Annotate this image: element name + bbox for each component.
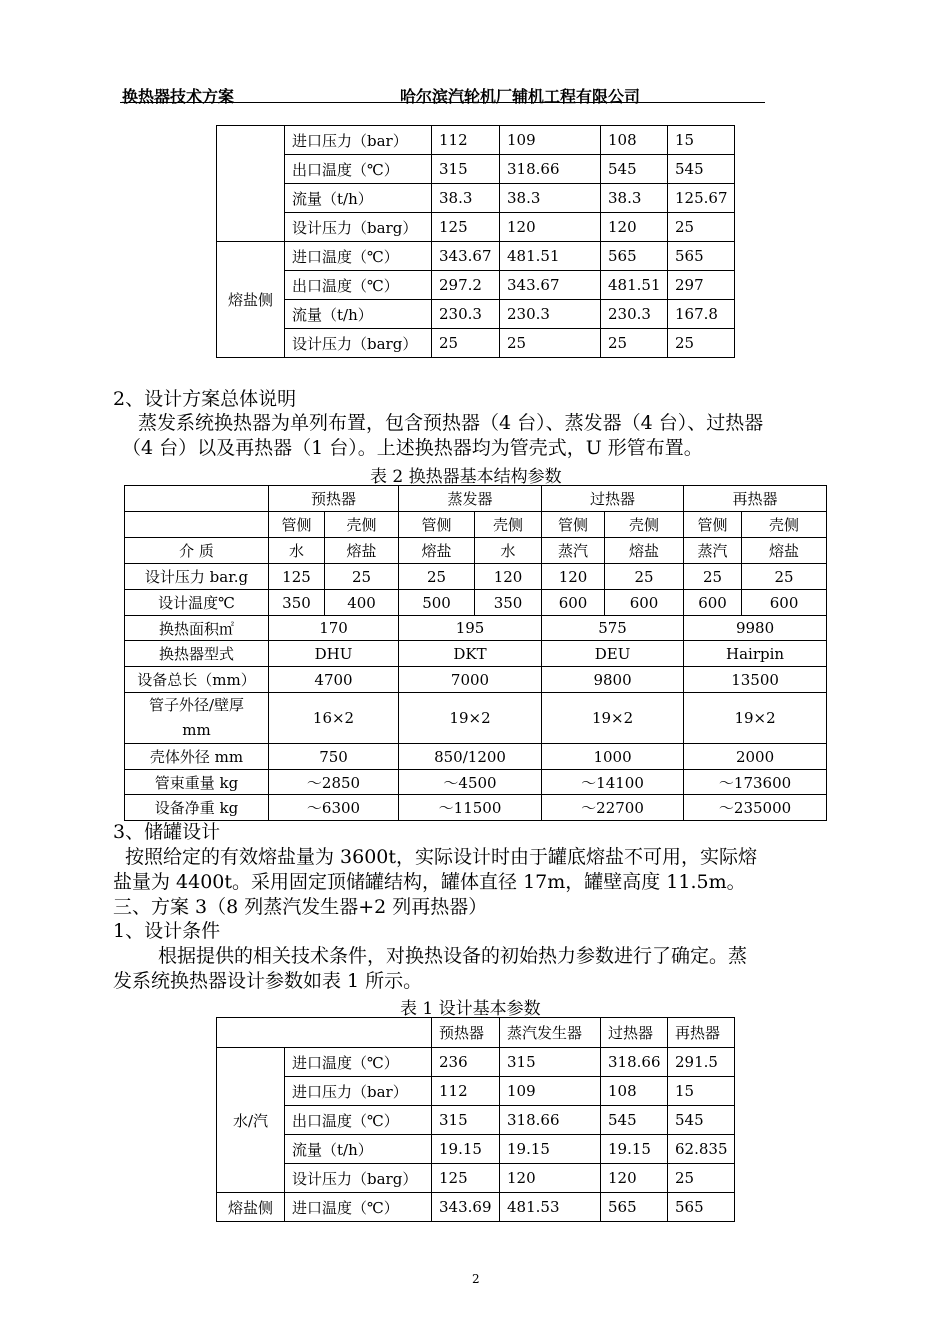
table-cell: 13500 [684, 667, 827, 693]
table-cell: 318.66 [500, 155, 601, 184]
table-cell: 25 [668, 329, 735, 358]
table-cell: 流量（t/h） [285, 1135, 432, 1164]
row-label: 壳体外径 mm [125, 744, 269, 770]
table-cell: 343.67 [500, 271, 601, 300]
table-cell: 565 [668, 1193, 735, 1222]
table-cell: 350 [269, 590, 325, 616]
table-cell: 600 [542, 590, 605, 616]
table-cell: Hairpin [684, 641, 827, 667]
table-cell: 109 [500, 126, 601, 155]
table-cell: 120 [542, 564, 605, 590]
table-cell: 112 [432, 126, 500, 155]
table-cell: 315 [500, 1048, 601, 1077]
group-label-salt-side: 熔盐侧 [217, 242, 285, 358]
table-cell: 545 [601, 155, 668, 184]
table-cell: 291.5 [668, 1048, 735, 1077]
table-row [217, 1135, 735, 1164]
table-cell: 565 [601, 242, 668, 271]
table-cell: 设计压力（barg） [285, 213, 432, 242]
table-row [217, 213, 735, 242]
table-cell: 管侧 [542, 512, 605, 538]
table-cell: 25 [668, 1164, 735, 1193]
table-cell: 230.3 [432, 300, 500, 329]
section-3-paragraph-line-1: 按照给定的有效熔盐量为 3600t，实际设计时由于罐底熔盐不可用，实际熔 [125, 846, 758, 868]
section-3-heading: 3、储罐设计 [113, 821, 221, 843]
row-label: 设备净重 kg [125, 795, 269, 821]
table-cell: ～22700 [542, 795, 684, 821]
row-label: 设备总长（mm） [125, 667, 269, 693]
table-cell [217, 1018, 432, 1048]
column-header-evaporator: 蒸发器 [399, 486, 542, 512]
table-cell: 600 [684, 590, 742, 616]
table-cell: 600 [605, 590, 684, 616]
table-2-caption: 表 2 换热器基本结构参数 [370, 467, 562, 487]
table-row [125, 538, 827, 564]
table-cell: 熔盐 [399, 538, 475, 564]
row-label: 设计温度℃ [125, 590, 269, 616]
table-row [217, 126, 735, 155]
column-header-reheater: 再热器 [668, 1018, 735, 1048]
table-cell: 进口温度（℃） [285, 1048, 432, 1077]
column-header-preheater: 预热器 [269, 486, 399, 512]
table-cell: 15 [668, 126, 735, 155]
table-cell: 出口温度（℃） [285, 271, 432, 300]
table-cell: 熔盐 [325, 538, 399, 564]
table-row [217, 1106, 735, 1135]
table-cell: 流量（t/h） [285, 184, 432, 213]
row-label: 管束重量 kg [125, 770, 269, 795]
table-cell: 167.8 [668, 300, 735, 329]
table-cell: 170 [269, 616, 399, 641]
table-cell: 120 [601, 1164, 668, 1193]
table-cell: 230.3 [500, 300, 601, 329]
plan-3-heading: 三、方案 3（8 列蒸汽发生器+2 列再热器） [113, 896, 488, 918]
table-row [217, 271, 735, 300]
row-label [125, 693, 269, 744]
table-cell: 545 [601, 1106, 668, 1135]
table-cell: 297 [668, 271, 735, 300]
plan-3-paragraph-line-2: 发系统换热器设计参数如表 1 所示。 [113, 970, 423, 992]
table-cell: 545 [668, 155, 735, 184]
table-cell: ～173600 [684, 770, 827, 795]
table-cell: ～6300 [269, 795, 399, 821]
table-cell: ～14100 [542, 770, 684, 795]
table-cell: 19×2 [684, 693, 827, 744]
table-cell: 120 [500, 213, 601, 242]
table-cell: 400 [325, 590, 399, 616]
table-cell: 壳侧 [605, 512, 684, 538]
table-cell: 125 [432, 1164, 500, 1193]
table-cell: 297.2 [432, 271, 500, 300]
page-number: 2 [472, 1272, 480, 1286]
table-cell: 2000 [684, 744, 827, 770]
table-cell: 108 [601, 126, 668, 155]
table-row [217, 1164, 735, 1193]
table-cell: 750 [269, 744, 399, 770]
table-cell: 25 [605, 564, 684, 590]
table-cell: 设计压力（barg） [285, 1164, 432, 1193]
table-row [125, 641, 827, 667]
row-label: 介 质 [125, 538, 269, 564]
group-label-salt-side: 熔盐侧 [217, 1193, 285, 1222]
table-row [125, 667, 827, 693]
table-cell: DKT [399, 641, 542, 667]
table-cell: 19.15 [432, 1135, 500, 1164]
section-3-paragraph-line-2: 盐量为 4400t。采用固定顶储罐结构，罐体直径 17m，罐壁高度 11.5m。 [113, 871, 746, 893]
table-cell: 62.835 [668, 1135, 735, 1164]
header-company-name: 哈尔滨汽轮机厂辅机工程有限公司 [400, 87, 641, 106]
section-2-paragraph-line-1: 蒸发系统换热器为单列布置，包含预热器（4 台）、蒸发器（4 台）、过热器 [138, 412, 764, 434]
row-label: 换热面积㎡ [125, 616, 269, 641]
table-cell: ～4500 [399, 770, 542, 795]
table-row [217, 1048, 735, 1077]
table-cell: ～11500 [399, 795, 542, 821]
table-row [217, 1193, 735, 1222]
table-top-continued [216, 125, 735, 358]
table-cell: 109 [500, 1077, 601, 1106]
table-cell: 850/1200 [399, 744, 542, 770]
table-cell: 蒸汽 [684, 538, 742, 564]
column-header-steam-generator: 蒸汽发生器 [500, 1018, 601, 1048]
table-cell: 120 [601, 213, 668, 242]
table-cell [217, 126, 285, 242]
row-label: 换热器型式 [125, 641, 269, 667]
table-cell: 出口温度（℃） [285, 1106, 432, 1135]
table-cell: 38.3 [432, 184, 500, 213]
table-row [217, 242, 735, 271]
table-cell: 1000 [542, 744, 684, 770]
table-row [125, 744, 827, 770]
table-row [125, 770, 827, 795]
table-cell: 9980 [684, 616, 827, 641]
table-cell: 38.3 [601, 184, 668, 213]
table-row [217, 1077, 735, 1106]
table-cell: DHU [269, 641, 399, 667]
column-header-preheater: 预热器 [432, 1018, 500, 1048]
table-2-structure-params [124, 485, 827, 821]
table-cell: 熔盐 [742, 538, 827, 564]
table-cell: 108 [601, 1077, 668, 1106]
table-cell: 9800 [542, 667, 684, 693]
row-label-line-2: mm [182, 721, 211, 739]
table-cell: 设计压力（barg） [285, 329, 432, 358]
table-cell: 318.66 [601, 1048, 668, 1077]
table-cell: 25 [325, 564, 399, 590]
table-cell: 481.53 [500, 1193, 601, 1222]
table-cell: 25 [399, 564, 475, 590]
table-cell: 进口温度（℃） [285, 1193, 432, 1222]
table-cell: ～235000 [684, 795, 827, 821]
table-cell: 125 [432, 213, 500, 242]
table-cell: 19×2 [399, 693, 542, 744]
table-row [125, 795, 827, 821]
table-1-caption: 表 1 设计基本参数 [400, 999, 541, 1019]
table-cell [125, 512, 269, 538]
column-header-superheater: 过热器 [601, 1018, 668, 1048]
table-cell: 545 [668, 1106, 735, 1135]
table-cell: 565 [601, 1193, 668, 1222]
table-cell: 进口压力（bar） [285, 1077, 432, 1106]
column-header-superheater: 过热器 [542, 486, 684, 512]
column-header-reheater: 再热器 [684, 486, 827, 512]
table-cell: 230.3 [601, 300, 668, 329]
row-label: 设计压力 bar.g [125, 564, 269, 590]
table-cell: 575 [542, 616, 684, 641]
table-cell: 120 [475, 564, 542, 590]
table-cell: 565 [668, 242, 735, 271]
table-row [125, 693, 827, 744]
table-cell: 25 [601, 329, 668, 358]
table-row [125, 512, 827, 538]
table-cell: 19×2 [542, 693, 684, 744]
table-cell: ～2850 [269, 770, 399, 795]
table-cell: 195 [399, 616, 542, 641]
table-cell: 水 [269, 538, 325, 564]
table-cell: 7000 [399, 667, 542, 693]
table-cell: 16×2 [269, 693, 399, 744]
table-cell: 350 [475, 590, 542, 616]
table-cell: 600 [742, 590, 827, 616]
table-row [217, 155, 735, 184]
table-row [217, 329, 735, 358]
row-label-line-1: 管子外径/壁厚 [148, 696, 245, 714]
table-cell: 进口温度（℃） [285, 242, 432, 271]
table-cell: 水 [475, 538, 542, 564]
table-cell: 壳侧 [325, 512, 399, 538]
table-1-design-params [216, 1017, 735, 1222]
header-doc-title: 换热器技术方案 [122, 87, 235, 106]
table-cell: 管侧 [269, 512, 325, 538]
table-cell: 19.15 [500, 1135, 601, 1164]
table-cell: 318.66 [500, 1106, 601, 1135]
table-row [217, 1018, 735, 1048]
table-row [125, 616, 827, 641]
plan-3-subheading: 1、设计条件 [113, 920, 221, 942]
table-cell: 481.51 [500, 242, 601, 271]
table-cell: 38.3 [500, 184, 601, 213]
table-cell: 管侧 [684, 512, 742, 538]
table-cell: 25 [500, 329, 601, 358]
section-2-paragraph-line-2: （4 台）以及再热器（1 台）。上述换热器均为管壳式，U 形管布置。 [122, 437, 703, 459]
table-cell: 500 [399, 590, 475, 616]
table-cell: 15 [668, 1077, 735, 1106]
table-cell: 25 [684, 564, 742, 590]
table-cell: 125 [269, 564, 325, 590]
table-cell: 25 [668, 213, 735, 242]
table-cell [125, 486, 269, 512]
table-cell: 蒸汽 [542, 538, 605, 564]
table-row [125, 564, 827, 590]
table-cell: 19.15 [601, 1135, 668, 1164]
table-cell: 315 [432, 155, 500, 184]
table-cell: 343.69 [432, 1193, 500, 1222]
table-cell: 熔盐 [605, 538, 684, 564]
table-row [217, 184, 735, 213]
header-rule [120, 102, 765, 103]
table-cell: 4700 [269, 667, 399, 693]
table-cell: 481.51 [601, 271, 668, 300]
table-cell: 112 [432, 1077, 500, 1106]
table-cell: 壳侧 [475, 512, 542, 538]
table-cell: 236 [432, 1048, 500, 1077]
table-cell: 流量（t/h） [285, 300, 432, 329]
plan-3-paragraph-line-1: 根据提供的相关技术条件，对换热设备的初始热力参数进行了确定。蒸 [158, 945, 748, 967]
table-cell: 25 [742, 564, 827, 590]
group-label-water-steam: 水/汽 [217, 1048, 285, 1193]
table-cell: DEU [542, 641, 684, 667]
table-cell: 进口压力（bar） [285, 126, 432, 155]
table-cell: 管侧 [399, 512, 475, 538]
table-cell: 315 [432, 1106, 500, 1135]
table-cell: 343.67 [432, 242, 500, 271]
section-2-heading: 2、设计方案总体说明 [113, 388, 297, 410]
table-row [125, 590, 827, 616]
table-cell: 25 [432, 329, 500, 358]
table-row [217, 300, 735, 329]
table-cell: 120 [500, 1164, 601, 1193]
table-cell: 出口温度（℃） [285, 155, 432, 184]
table-cell: 125.67 [668, 184, 735, 213]
table-row [125, 486, 827, 512]
table-cell: 壳侧 [742, 512, 827, 538]
